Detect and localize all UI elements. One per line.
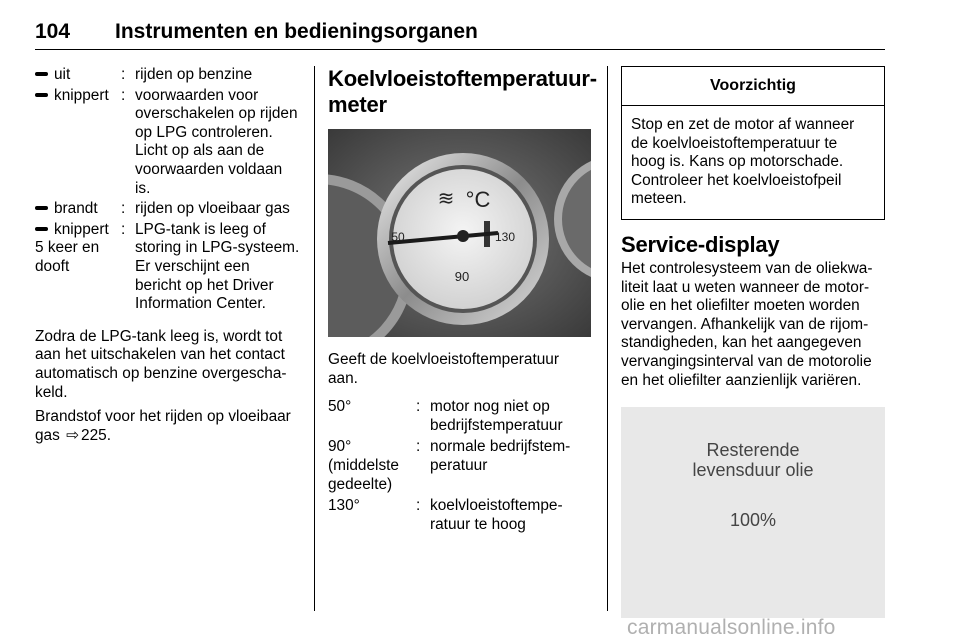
caution-title: Voorzichtig [622,67,884,106]
oil-life-line1: Resterende [706,440,800,461]
table-row [328,438,593,497]
gauge-unit-label: °C [465,187,491,212]
temp-key: 50° [328,398,352,416]
table-row [328,398,593,438]
table-row [35,66,300,85]
status-key: brandt [54,200,98,218]
gauge-scale-label: 90 [454,269,470,284]
section-heading-service: Service-display [621,231,780,257]
column-left [35,66,300,445]
temp-key: 90° (middelste gedeelte) [328,438,399,493]
coolant-symbol-icon: ≋ [437,188,455,210]
page-title: Instrumenten en bedieningsorganen [115,20,478,43]
gauge-caption: Geeft de koelvloeistoftemperatuur aan. [328,351,559,387]
table-row [35,200,300,219]
table-row [35,87,300,199]
gauge-scale-label: 130 [494,230,516,244]
section-heading-coolant: Koelvloeistoftemperatuurmeter [328,66,598,117]
oil-life-value: 100% [729,510,777,531]
status-desc: rijden op benzine [135,66,253,83]
table-row [328,497,593,537]
page-reference-link[interactable]: 225. [81,426,111,444]
oil-life-title [621,440,885,480]
status-key: knippert [54,86,109,104]
temp-desc: motor nog niet op bedrijfstemperatuur [430,398,563,434]
page-header [35,10,885,50]
status-colon: : [121,66,126,83]
oil-life-line2: levensduur olie [692,460,814,481]
column-divider-right [607,66,608,611]
lpg-status-table [35,66,300,314]
column-middle [328,66,598,537]
reference-text: Brandstof voor het rijden op vloeibaar gas [35,408,291,444]
page-number: 104 [35,20,71,43]
table-row [35,221,300,314]
caution-box [621,66,885,220]
column-divider-left [314,66,315,611]
status-desc: LPG-tank is leeg of storing in LPG-systeem. Er verschijnt een bericht op het Driver Information Center. [135,220,300,313]
lpg-fuel-reference [35,408,300,445]
temp-key: 130° [328,497,360,515]
temp-colon: : [416,497,421,515]
status-colon: : [121,220,126,238]
gauge-scale-label: 50 [391,230,405,244]
service-display-text: Het controlesysteem van de oliekwaliteit laat u weten wanneer de motorolie en het oliefilter moeten worden vervangen. Afhankelijk van de rijomstandigheden, kan het aangegeven vervangingsinterval van de motorolie en het oliefilter aanzienlijk variëren. [621,259,873,389]
status-key: knippert 5 keer en dooft [35,220,109,275]
coolant-temperature-gauge-image [328,129,591,337]
indicator-dash-icon [35,206,48,210]
column-right [621,66,886,618]
indicator-dash-icon [35,227,48,231]
page-reference-arrow-icon: ⇨ [66,426,80,444]
status-colon: : [121,86,126,104]
caution-text: Stop en zet de motor af wanneer de koelvloeistoftemperatuur te hoog is. Kans op motorschade. Controleer het koelvloeistofpeil meteen. [631,116,855,208]
status-key: uit [54,66,71,83]
status-desc: voorwaarden voor overschakelen op rijden op LPG controleren. Licht op als aan de voorwaarden voldaan is. [135,86,298,197]
header-rule [35,49,885,50]
indicator-dash-icon [35,93,48,97]
status-colon: : [121,200,126,218]
temp-colon: : [416,438,421,456]
oil-life-display-image [621,407,885,618]
indicator-dash-icon [35,72,48,76]
temp-desc: koelvloeistoftemperatuur te hoog [430,497,563,533]
temp-colon: : [416,398,421,416]
temperature-table [328,398,593,537]
status-desc: rijden op vloeibaar gas [135,200,290,218]
lpg-empty-paragraph: Zodra de LPG-tank leeg is, wordt tot aan het uitschakelen van het contact automatisch op benzine overgeschakeld. [35,327,287,401]
watermark: carmanualsonline.info [627,616,836,639]
temp-desc: normale bedrijfstemperatuur [430,438,571,474]
